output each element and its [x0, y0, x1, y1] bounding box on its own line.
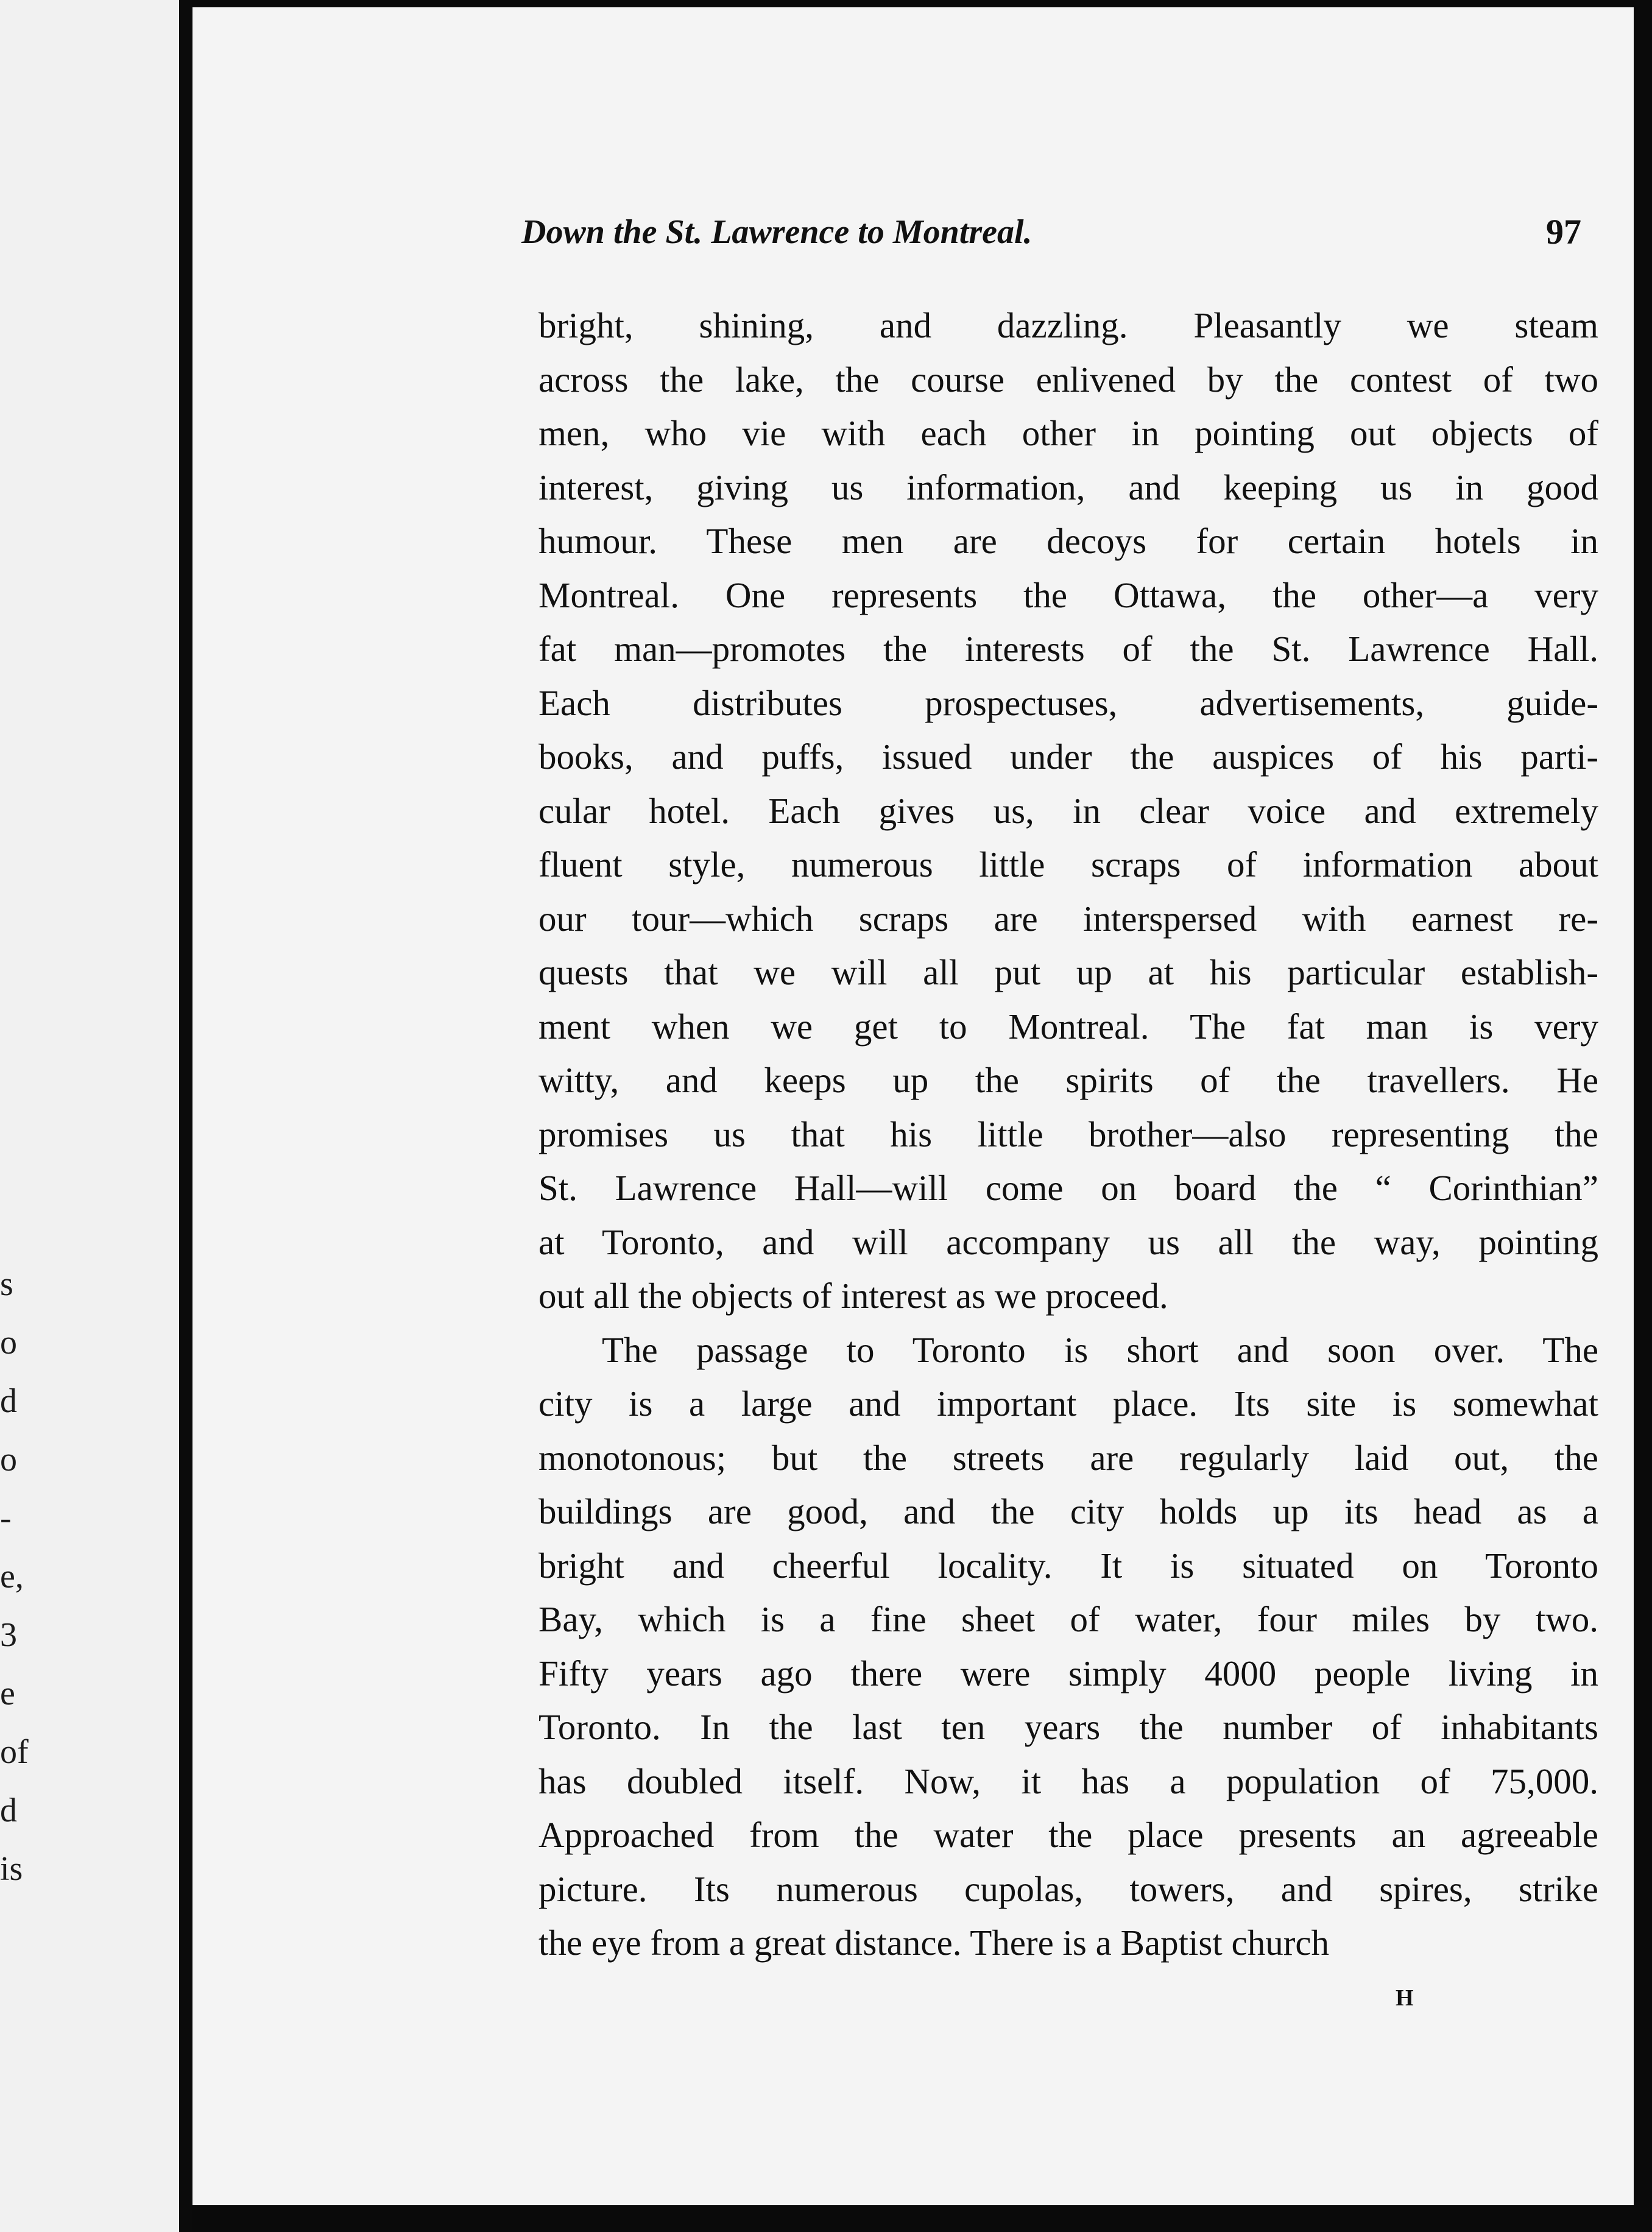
- signature-mark: H: [1396, 1985, 1415, 2011]
- body-text: [538, 298, 1598, 1970]
- facing-page-fragment: o: [0, 1441, 17, 1478]
- text-line: The passage to Toronto is short and soon over. The: [602, 1329, 1598, 1370]
- scan-top-border: [192, 0, 1652, 7]
- text-line: picture. Its numerous cupolas, towers, and spires, strike: [538, 1868, 1598, 1909]
- facing-page-fragment: e: [0, 1675, 15, 1712]
- running-title: Down the St. Lawrence to Montreal.: [521, 213, 1032, 251]
- facing-page-fragment: e,: [0, 1558, 24, 1595]
- text-line: Bay, which is a fine sheet of water, four miles by two.: [538, 1599, 1598, 1639]
- facing-page-fragment: -: [0, 1499, 12, 1537]
- text-line: Approached from the water the place presents an agreeable: [538, 1815, 1598, 1855]
- text-line: bright and cheerful locality. It is situated on Toronto: [538, 1545, 1598, 1586]
- text-line: fat man—promotes the interests of the St. Lawrence Hall.: [538, 629, 1598, 669]
- gutter-shadow: [179, 0, 192, 2232]
- text-line: ment when we get to Montreal. The fat man is very: [538, 1006, 1598, 1047]
- text-line: quests that we will all put up at his particular establish-: [538, 952, 1598, 992]
- text-line: Toronto. In the last ten years the number of inhabitants: [538, 1707, 1598, 1747]
- running-head: [521, 205, 1581, 260]
- text-line: across the lake, the course enlivened by the contest of two: [538, 359, 1598, 400]
- text-line: interest, giving us information, and keeping us in good: [538, 467, 1598, 507]
- facing-page-fragment: of: [0, 1733, 29, 1771]
- text-line: witty, and keeps up the spirits of the travellers. He: [538, 1060, 1598, 1100]
- text-line: fluent style, numerous little scraps of information about: [538, 844, 1598, 885]
- text-line: humour. These men are decoys for certain hotels in: [538, 521, 1598, 561]
- facing-page-fragment: d: [0, 1792, 17, 1829]
- facing-page-fragment: o: [0, 1324, 17, 1361]
- text-line: promises us that his little brother—also representing the: [538, 1114, 1598, 1154]
- facing-page-fragment: d: [0, 1382, 17, 1420]
- text-line: monotonous; but the streets are regularly laid out, the: [538, 1437, 1598, 1478]
- paragraph: [538, 1323, 1598, 1970]
- text-line: St. Lawrence Hall—will come on board the “ Corinthian”: [538, 1168, 1598, 1208]
- paragraph: [538, 298, 1598, 1323]
- text-line: cular hotel. Each gives us, in clear voice and extremely: [538, 790, 1598, 831]
- facing-page-edge: [0, 0, 183, 2232]
- text-line: bright, shining, and dazzling. Pleasantly we steam: [538, 305, 1598, 345]
- text-line: Fifty years ago there were simply 4000 people living in: [538, 1653, 1598, 1693]
- text-line: out all the objects of interest as we proceed.: [538, 1276, 1168, 1316]
- text-line: books, and puffs, issued under the auspices of his parti-: [538, 736, 1598, 777]
- text-line: city is a large and important place. Its site is somewhat: [538, 1383, 1598, 1424]
- page-number: 97: [1546, 212, 1581, 252]
- book-page: [192, 0, 1652, 2232]
- text-line: buildings are good, and the city holds up its head as a: [538, 1491, 1598, 1531]
- text-line: the eye from a great distance. There is a Baptist church: [538, 1923, 1330, 1963]
- text-line: has doubled itself. Now, it has a population of 75,000.: [538, 1761, 1598, 1801]
- text-line: Each distributes prospectuses, advertisements, guide-: [538, 682, 1598, 723]
- scan-right-border: [1634, 0, 1652, 2232]
- text-line: our tour—which scraps are interspersed with earnest re-: [538, 898, 1598, 939]
- facing-page-fragment: 3: [0, 1616, 17, 1654]
- facing-page-line-endings: [0, 1255, 37, 1898]
- text-line: Montreal. One represents the Ottawa, the other—a very: [538, 574, 1598, 615]
- text-line: men, who vie with each other in pointing out objects of: [538, 413, 1598, 453]
- text-line: at Toronto, and will accompany us all the way, pointing: [538, 1221, 1598, 1262]
- scan-bottom-border: [192, 2205, 1652, 2232]
- facing-page-fragment: is: [0, 1850, 23, 1888]
- facing-page-fragment: s: [0, 1265, 13, 1303]
